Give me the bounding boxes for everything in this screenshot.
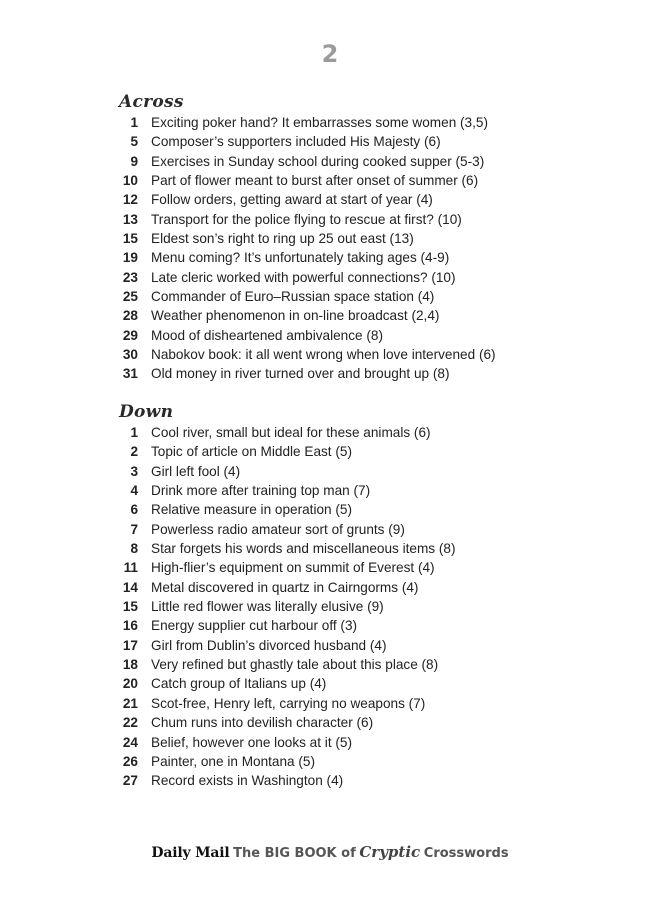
clue-number: 17 (122, 637, 138, 653)
clue-number: 7 (130, 521, 138, 537)
clue-item (119, 616, 619, 635)
clue-text: Part of flower meant to burst after onset of summer (6) (151, 173, 479, 189)
clue-item (119, 500, 619, 519)
clue-text: Exciting poker hand? It embarrasses some women (3,5) (151, 115, 488, 130)
clue-item (119, 442, 619, 461)
clue-number: 31 (122, 366, 138, 382)
clue-number: 9 (130, 153, 138, 169)
clue-text: Weather phenomenon in on-line broadcast (2,4) (151, 308, 440, 324)
clue-item (119, 345, 619, 364)
clue-text: Metal discovered in quartz in Cairngorms (4) (151, 579, 419, 595)
clue-text: Follow orders, getting award at start of year (4) (151, 192, 433, 208)
across-section (119, 91, 619, 384)
clue-item (119, 481, 619, 500)
clue-number: 22 (122, 715, 138, 731)
footer-title-part-a: The BIG BOOK of (233, 846, 356, 861)
clue-number: 20 (122, 676, 138, 692)
clue-number: 10 (122, 173, 138, 189)
clue-text: Little red flower was literally elusive (9) (151, 599, 384, 615)
clue-text: Menu coming? It’s unfortunately taking ages (4-9) (151, 250, 450, 266)
clue-item (119, 326, 619, 345)
clue-number: 26 (122, 753, 138, 769)
clue-item (119, 674, 619, 693)
clue-number: 2 (130, 444, 138, 460)
clue-number: 23 (122, 269, 138, 285)
clue-number: 1 (130, 425, 138, 440)
clue-number: 27 (122, 773, 138, 789)
clue-text: Record exists in Washington (4) (151, 773, 344, 789)
clue-text: Exercises in Sunday school during cooked supper (5-3) (151, 153, 485, 169)
clue-item (119, 597, 619, 616)
clue-number: 15 (122, 231, 138, 247)
clue-item (119, 694, 619, 713)
clue-item (119, 190, 619, 209)
clue-text: High-flier’s equipment on summit of Everest (4) (151, 560, 435, 576)
clue-text: Cool river, small but ideal for these animals (6) (151, 425, 431, 440)
clue-number: 16 (122, 618, 138, 634)
clue-text: Catch group of Italians up (4) (151, 676, 327, 692)
clue-text: Topic of article on Middle East (5) (151, 444, 352, 460)
clue-item (119, 364, 619, 383)
clue-text: Nabokov book: it all went wrong when love intervened (6) (151, 347, 496, 363)
clue-text: Scot-free, Henry left, carrying no weapons (7) (151, 695, 426, 711)
clue-number: 24 (122, 734, 138, 750)
clue-item (119, 113, 619, 132)
clue-number: 13 (122, 211, 138, 227)
clue-text: Mood of disheartened ambivalence (8) (151, 327, 383, 343)
clue-number: 25 (122, 289, 138, 305)
clue-number: 30 (122, 347, 138, 363)
clue-text: Girl from Dublin’s divorced husband (4) (151, 637, 387, 653)
daily-mail-logo: Daily Mail (151, 845, 230, 861)
clue-item (119, 268, 619, 287)
clue-item (119, 210, 619, 229)
clue-item (119, 462, 619, 481)
clue-item (119, 171, 619, 190)
down-heading: Down (119, 402, 174, 422)
clue-item (119, 558, 619, 577)
clue-number: 19 (122, 250, 138, 266)
clue-item (119, 423, 619, 442)
clue-item (119, 733, 619, 752)
clue-item (119, 520, 619, 539)
clue-item (119, 578, 619, 597)
footer-title-part-b: Cryptic (359, 843, 421, 861)
across-heading: Across (119, 92, 184, 112)
clue-item (119, 539, 619, 558)
clue-number: 28 (122, 308, 138, 324)
clue-text: Very refined but ghastly tale about this place (8) (151, 657, 439, 673)
clue-text: Transport for the police flying to rescue at first? (10) (151, 211, 462, 227)
clue-number: 8 (130, 541, 138, 557)
clue-item (119, 713, 619, 732)
clue-number: 11 (123, 560, 138, 576)
footer-title-part-c: Crosswords (423, 846, 509, 861)
clue-item (119, 306, 619, 325)
clue-item (119, 771, 619, 790)
footer (0, 843, 660, 861)
clue-item (119, 636, 619, 655)
clue-text: Painter, one in Montana (5) (151, 753, 315, 769)
clue-item (119, 752, 619, 771)
clue-text: Powerless radio amateur sort of grunts (9) (151, 521, 405, 537)
clue-number: 4 (130, 483, 138, 499)
clue-number: 29 (122, 327, 138, 343)
clue-number: 3 (130, 463, 138, 479)
clue-item (119, 655, 619, 674)
clue-number: 14 (122, 579, 138, 595)
clue-number: 6 (130, 502, 138, 518)
clue-number: 1 (130, 115, 138, 130)
clue-text: Old money in river turned over and brought up (8) (151, 366, 450, 382)
clue-text: Star forgets his words and miscellaneous items (8) (151, 541, 456, 557)
clue-item (119, 287, 619, 306)
clue-number: 21 (122, 695, 138, 711)
clue-item (119, 132, 619, 151)
clue-number: 5 (130, 134, 138, 150)
page-number: 2 (321, 40, 339, 68)
across-clue-list (119, 113, 619, 384)
down-section (119, 401, 619, 791)
clue-number: 18 (122, 657, 138, 673)
clue-item (119, 152, 619, 171)
clue-text: Girl left fool (4) (151, 463, 241, 479)
clue-text: Chum runs into devilish character (6) (151, 715, 374, 731)
clue-text: Late cleric worked with powerful connections? (10) (151, 269, 456, 285)
down-clue-list (119, 423, 619, 791)
clue-item (119, 248, 619, 267)
clue-text: Commander of Euro–Russian space station (4) (151, 289, 435, 305)
clue-text: Drink more after training top man (7) (151, 483, 371, 499)
clue-text: Relative measure in operation (5) (151, 502, 352, 518)
clue-text: Eldest son’s right to ring up 25 out east (13) (151, 231, 414, 247)
clue-text: Composer’s supporters included His Majesty (6) (151, 134, 441, 150)
clue-item (119, 229, 619, 248)
clue-text: Belief, however one looks at it (5) (151, 734, 352, 750)
clue-number: 15 (122, 599, 138, 615)
clue-number: 12 (122, 192, 138, 208)
clue-text: Energy supplier cut harbour off (3) (151, 618, 358, 634)
